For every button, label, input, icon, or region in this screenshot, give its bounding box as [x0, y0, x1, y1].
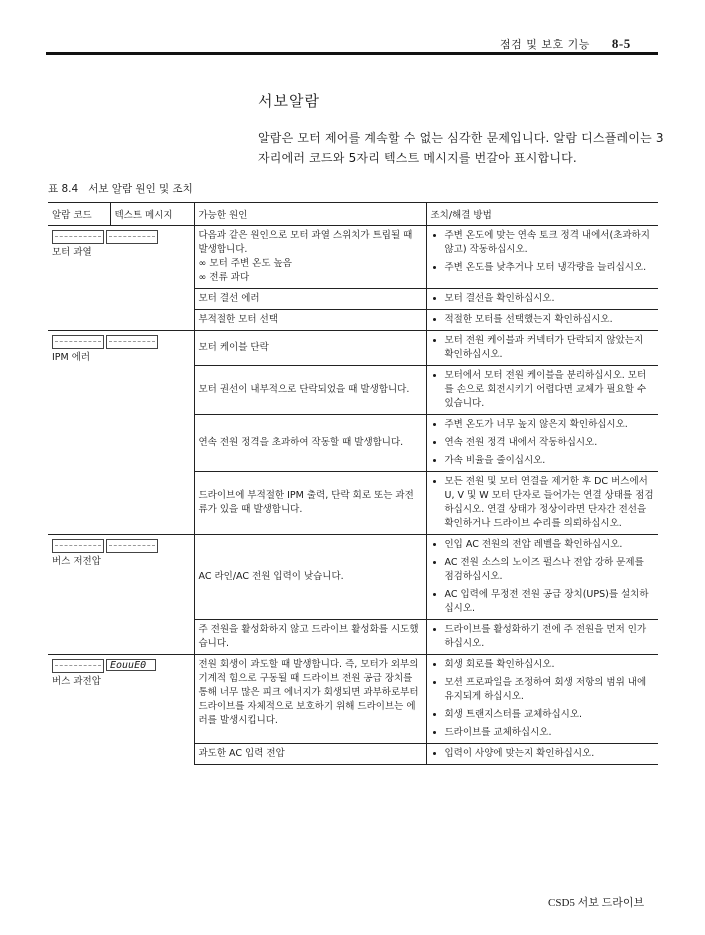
table-caption [48, 181, 193, 196]
caption-label: 표 8.4 [48, 183, 79, 195]
manual-title: CSD5 서보 드라이브 [548, 897, 645, 909]
action-cell: • 적절한 모터를 선택했는지 확인하십시오. [426, 310, 658, 331]
cause-cell: 과도한 AC 입력 전압 [194, 744, 426, 765]
action-cell: • 드라이브를 활성화하기 전에 주 전원을 먼저 인가하십시오. [426, 620, 658, 655]
page-number: 8-5 [611, 36, 631, 51]
cause-cell: 모터 결선 에러 [194, 289, 426, 310]
alarm-text-display: EouuE0 [106, 659, 156, 671]
action-cell: • 주변 온도가 너무 높지 않은지 확인하십시오. • 연속 전원 정격 내에서 작동하십시오. • 가속 비율을 줄이십시오. [426, 415, 658, 472]
table-row [48, 331, 658, 366]
alarm-display [52, 230, 190, 244]
action-cell: • 주변 온도에 맞는 연속 토크 정격 내에서(초과하지 않고) 작동하십시오. • 주변 온도를 낮추거나 모터 냉각량을 늘리십시오. [426, 226, 658, 289]
alarm-code-cell [48, 226, 194, 331]
action-cell: • 회생 회로를 확인하십시오. • 모션 프로파일을 조정하여 회생 저항의 범위 내에 유지되게 하십시오. • 회생 트랜지스터를 교체하십시오. • 드라이브를 교체하십시오. [426, 655, 658, 744]
col-alarm-code: 알람 코드 [48, 203, 110, 226]
table-row [48, 535, 658, 620]
alarm-name: 버스 저전압 [52, 556, 101, 567]
alarm-display [52, 335, 190, 349]
cause-cell: 모터 권선이 내부적으로 단락되었을 때 발생합니다. [194, 366, 426, 415]
table-row [48, 226, 658, 289]
action-cell: • 모터 전원 케이블과 커넥터가 단락되지 않았는지 확인하십시오. [426, 331, 658, 366]
cause-cell: AC 라인/AC 전원 입력이 낮습니다. [194, 535, 426, 620]
alarm-code-cell [48, 655, 194, 765]
cause-cell: 전원 회생이 과도할 때 발생합니다. 즉, 모터가 외부의 기계적 힘으로 구동될 때 드라이브 전원 공급 장치를 통해 너무 많은 피크 에너지가 회생되면 과부하로부터 드라이브를 자체적으로 보호하기 위해 드라이브는 에러를 발생시킵니다. [194, 655, 426, 744]
header-rule [46, 52, 658, 55]
col-text-message: 텍스트 메시지 [110, 203, 194, 226]
table-header-row [48, 203, 658, 226]
action-cell: • 모터에서 모터 전원 케이블을 분리하십시오. 모터를 손으로 회전시키기 어렵다면 교체가 필요할 수 있습니다. [426, 366, 658, 415]
table-row [48, 655, 658, 744]
cause-cell: 모터 케이블 단락 [194, 331, 426, 366]
alarm-display [52, 659, 190, 673]
action-cell: • 인입 AC 전원의 전압 레벨을 확인하십시오. • AC 전원 소스의 노이즈 펄스나 전압 강하 문제를 점검하십시오. • AC 입력에 무정전 전원 공급 장치(UPS)를 설치하십시오. [426, 535, 658, 620]
intro-paragraph: 알람은 모터 제어를 계속할 수 없는 심각한 문제입니다. 알람 디스플레이는 3자리에러 코드와 5자리 텍스트 메시지를 번갈아 표시합니다. [258, 131, 664, 165]
alarm-name: 버스 과전압 [52, 676, 101, 687]
alarm-code-cell [48, 535, 194, 655]
action-cell: • 모터 결선을 확인하십시오. [426, 289, 658, 310]
cause-cell: 연속 전원 정격을 초과하여 작동할 때 발생합니다. [194, 415, 426, 472]
cause-cell: 다음과 같은 원인으로 모터 과열 스위치가 트립될 때 발생합니다. ∞ 모터 주변 온도 높음 ∞ 전류 과다 [194, 226, 426, 289]
col-cause: 가능한 원인 [194, 203, 426, 226]
alarm-code-cell [48, 331, 194, 535]
action-cell: • 입력이 사양에 맞는지 확인하십시오. [426, 744, 658, 765]
header-section: 점검 및 보호 기능 [500, 38, 590, 51]
page-footer [548, 894, 644, 910]
section-title: 서보알람 [258, 92, 320, 110]
alarm-name: 모터 과열 [52, 247, 92, 258]
caption-text: 서보 알람 원인 및 조치 [88, 183, 193, 195]
alarm-name: IPM 에러 [52, 352, 91, 363]
cause-cell: 드라이브에 부적절한 IPM 출력, 단락 회로 또는 과전류가 있을 때 발생합니다. [194, 472, 426, 535]
action-cell: • 모든 전원 및 모터 연결을 제거한 후 DC 버스에서 U, V 및 W 모터 단자로 들어가는 연결 상태를 점검하십시오. 연결 상태가 정상이라면 단자간 전선을 확인하거나 드라이브 수리를 의뢰하십시오. [426, 472, 658, 535]
col-action: 조치/해결 방법 [426, 203, 658, 226]
alarm-table [48, 202, 658, 765]
cause-cell: 부적절한 모터 선택 [194, 310, 426, 331]
cause-cell: 주 전원을 활성화하지 않고 드라이브 활성화를 시도했습니다. [194, 620, 426, 655]
alarm-display [52, 539, 190, 553]
page-header [500, 36, 631, 52]
